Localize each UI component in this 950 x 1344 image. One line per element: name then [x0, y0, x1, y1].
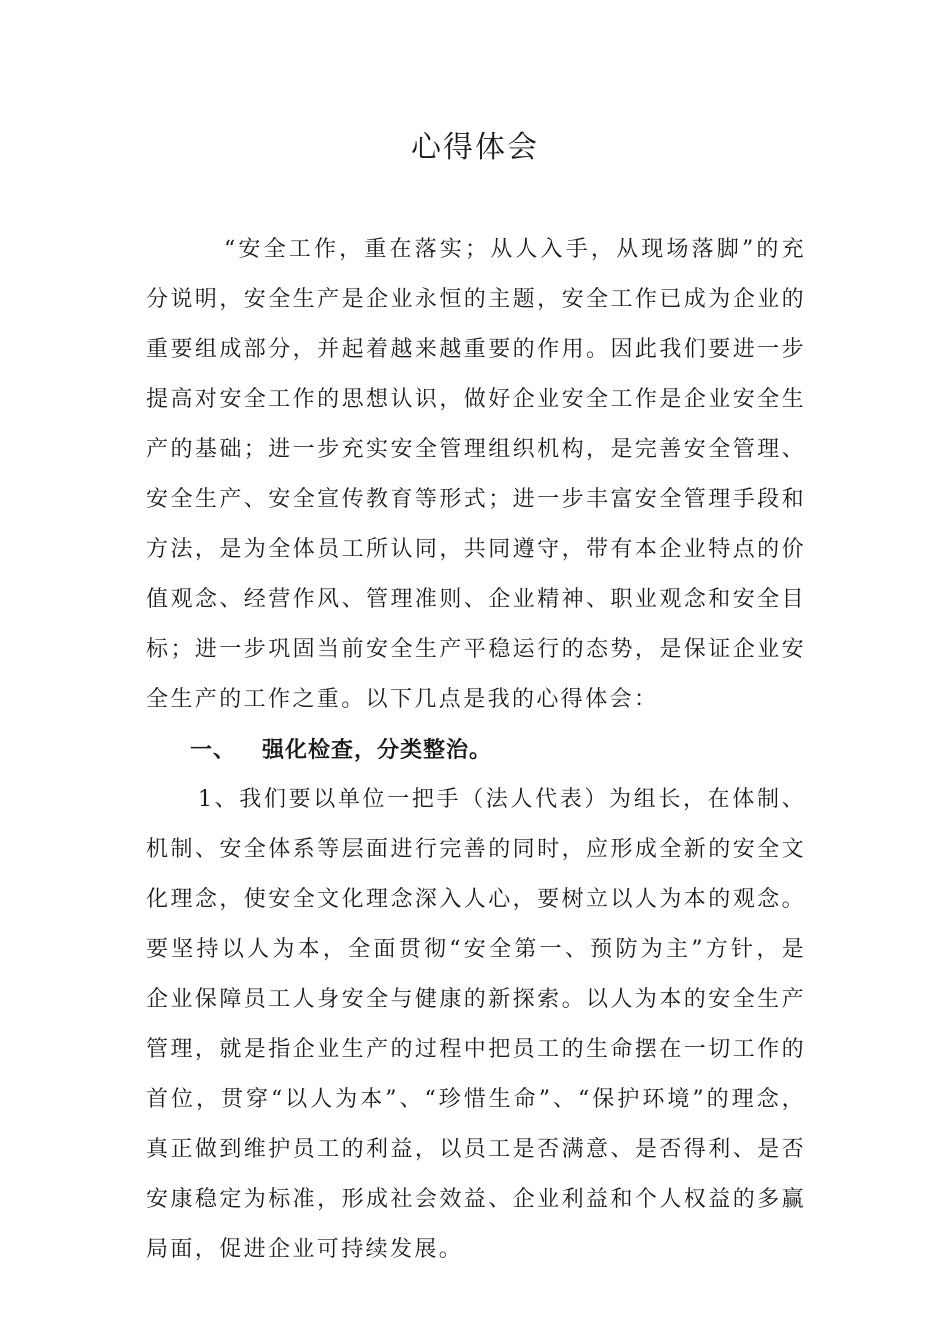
section-1-item-1-paragraph: 1、我们要以单位一把手（法人代表）为组长，在体制、机制、安全体系等层面进行完善的同时，应形成全新的安全文化理念，使安全文化理念深入人心，要树立以人为本的观念。要坚持以人为本，全面贯彻“安全第一、预防为主”方针，是企业保障员工人身安全与健康的新探索。以人为本的安全生产管理，就是指企业生产的过程中把员工的生命摆在一切工作的首位，贯穿“以人为本”、“珍惜生命”、“保护环境”的理念，真正做到维护员工的利益，以员工是否满意、是否得利、是否安康稳定为标准，形成社会效益、企业利益和个人权益的多赢局面，促进企业可持续发展。	[146, 787, 806, 1262]
section-heading-text: 强化检查，分类整治。	[262, 737, 493, 763]
section-number: 一、	[190, 737, 237, 763]
section-heading-1	[190, 725, 492, 775]
page-title: 心得体会	[411, 130, 539, 165]
intro-paragraph: “安全工作，重在落实；从人入手，从现场落脚”的充分说明，安全生产是企业永恒的主题，安全工作已成为企业的重要组成部分，并起着越来越重要的作用。因此我们要进一步提高对安全工作的思想认识，做好企业安全工作是企业安全生产的基础；进一步充实安全管理组织机构，是完善安全管理、安全生产、安全宣传教育等形式；进一步丰富安全管理手段和方法，是为全体员工所认同，共同遵守，带有本企业特点的价值观念、经营作风、管理准则、企业精神、职业观念和安全目标；进一步巩固当前安全生产平稳运行的态势，是保证企业安全生产的工作之重。以下几点是我的心得体会：	[146, 237, 806, 712]
